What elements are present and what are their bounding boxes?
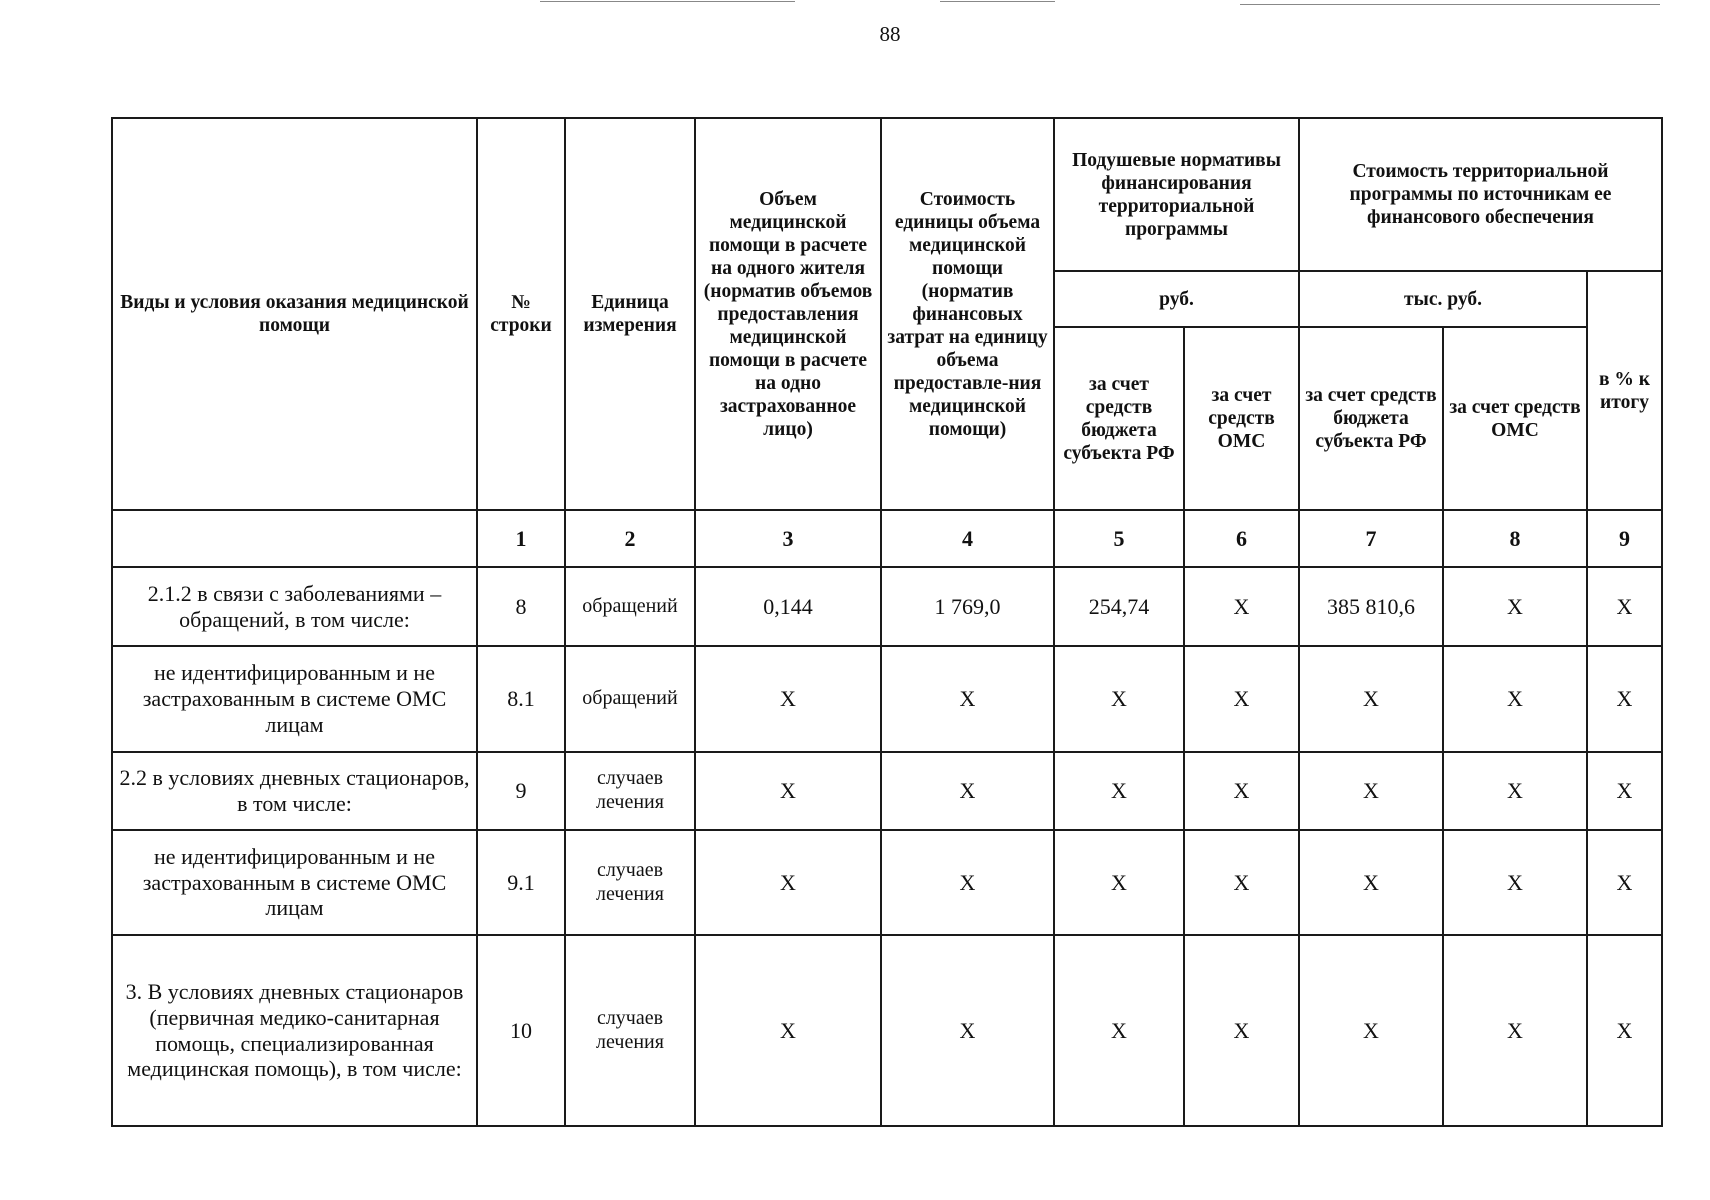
row-cost: X bbox=[881, 646, 1054, 752]
row-volume: X bbox=[695, 646, 881, 752]
row-unit: случаев лечения bbox=[565, 935, 695, 1126]
scan-artifact-line bbox=[1240, 4, 1660, 5]
row-oms-rub: X bbox=[1184, 752, 1299, 830]
row-oms-rub: X bbox=[1184, 646, 1299, 752]
header-row-no: № строки bbox=[477, 118, 565, 510]
column-number: 9 bbox=[1587, 510, 1662, 567]
table-row bbox=[112, 646, 1662, 752]
row-cost: X bbox=[881, 935, 1054, 1126]
financing-table bbox=[111, 117, 1663, 1127]
row-volume: X bbox=[695, 830, 881, 935]
row-unit: случаев лечения bbox=[565, 752, 695, 830]
row-percent: X bbox=[1587, 752, 1662, 830]
row-number: 10 bbox=[477, 935, 565, 1126]
row-volume: X bbox=[695, 752, 881, 830]
column-number: 1 bbox=[477, 510, 565, 567]
row-description: не идентифицированным и не застрахованным в системе ОМС лицам bbox=[112, 646, 477, 752]
row-description: 2.1.2 в связи с заболеваниями – обращений, в том числе: bbox=[112, 567, 477, 646]
row-cost: X bbox=[881, 752, 1054, 830]
page-number: 88 bbox=[879, 22, 901, 46]
row-budget-rub: 254,74 bbox=[1054, 567, 1184, 646]
row-description: 2.2 в условиях дневных стационаров, в том числе: bbox=[112, 752, 477, 830]
row-number: 8 bbox=[477, 567, 565, 646]
row-cost: X bbox=[881, 830, 1054, 935]
row-volume: 0,144 bbox=[695, 567, 881, 646]
scan-artifact-line bbox=[540, 1, 795, 2]
row-unit: обращений bbox=[565, 567, 695, 646]
header-territorial-cost: Стоимость территориальной программы по источникам ее финансового обеспечения bbox=[1299, 118, 1662, 271]
row-budget-rub: X bbox=[1054, 830, 1184, 935]
row-budget-thousand: X bbox=[1299, 935, 1443, 1126]
table-row bbox=[112, 830, 1662, 935]
row-budget-thousand: X bbox=[1299, 752, 1443, 830]
row-budget-rub: X bbox=[1054, 646, 1184, 752]
row-number: 9 bbox=[477, 752, 565, 830]
header-budget-rub: за счет средств бюджета субъекта РФ bbox=[1054, 327, 1184, 510]
header-percent: в % к итогу bbox=[1587, 271, 1662, 510]
row-oms-rub: X bbox=[1184, 935, 1299, 1126]
header-cost: Стоимость единицы объема медицинской помощи (норматив финансовых затрат на единицу объема предоставле-ния медицинской помощи) bbox=[881, 118, 1054, 510]
row-budget-rub: X bbox=[1054, 935, 1184, 1126]
header-volume: Объем медицинской помощи в расчете на одного жителя (норматив объемов предоставления медицинской помощи в расчете на одно застрахованное лицо) bbox=[695, 118, 881, 510]
column-numbers-row bbox=[112, 510, 1662, 567]
column-number: 8 bbox=[1443, 510, 1587, 567]
column-number bbox=[112, 510, 477, 567]
header-thousand-rub: тыс. руб. bbox=[1299, 271, 1587, 327]
header-oms-rub: за счет средств ОМС bbox=[1184, 327, 1299, 510]
row-budget-thousand: X bbox=[1299, 646, 1443, 752]
header-row-1 bbox=[112, 118, 1662, 271]
header-oms-thousand: за счет средств ОМС bbox=[1443, 327, 1587, 510]
column-number: 2 bbox=[565, 510, 695, 567]
column-number: 6 bbox=[1184, 510, 1299, 567]
row-budget-rub: X bbox=[1054, 752, 1184, 830]
row-percent: X bbox=[1587, 646, 1662, 752]
header-types: Виды и условия оказания медицинской помощи bbox=[112, 118, 477, 510]
row-oms-thousand: X bbox=[1443, 567, 1587, 646]
row-oms-rub: X bbox=[1184, 567, 1299, 646]
row-budget-thousand: 385 810,6 bbox=[1299, 567, 1443, 646]
row-budget-thousand: X bbox=[1299, 830, 1443, 935]
table-row bbox=[112, 567, 1662, 646]
row-percent: X bbox=[1587, 567, 1662, 646]
row-unit: обращений bbox=[565, 646, 695, 752]
row-percent: X bbox=[1587, 830, 1662, 935]
header-budget-thousand: за счет средств бюджета субъекта РФ bbox=[1299, 327, 1443, 510]
row-percent: X bbox=[1587, 935, 1662, 1126]
row-cost: 1 769,0 bbox=[881, 567, 1054, 646]
row-oms-thousand: X bbox=[1443, 830, 1587, 935]
column-number: 7 bbox=[1299, 510, 1443, 567]
row-description: не идентифицированным и не застрахованным в системе ОМС лицам bbox=[112, 830, 477, 935]
scan-artifact-line bbox=[940, 1, 1055, 2]
row-oms-thousand: X bbox=[1443, 935, 1587, 1126]
row-number: 9.1 bbox=[477, 830, 565, 935]
table-row bbox=[112, 935, 1662, 1126]
row-volume: X bbox=[695, 935, 881, 1126]
row-description: 3. В условиях дневных стационаров (первичная медико-санитарная помощь, специализированная медицинская помощь), в том числе: bbox=[112, 935, 477, 1126]
header-per-capita: Подушевые нормативы финансирования территориальной программы bbox=[1054, 118, 1299, 271]
column-number: 4 bbox=[881, 510, 1054, 567]
row-oms-thousand: X bbox=[1443, 752, 1587, 830]
row-oms-thousand: X bbox=[1443, 646, 1587, 752]
header-rub: руб. bbox=[1054, 271, 1299, 327]
header-unit: Единица измерения bbox=[565, 118, 695, 510]
table-row bbox=[112, 752, 1662, 830]
column-number: 3 bbox=[695, 510, 881, 567]
row-oms-rub: X bbox=[1184, 830, 1299, 935]
row-number: 8.1 bbox=[477, 646, 565, 752]
column-number: 5 bbox=[1054, 510, 1184, 567]
row-unit: случаев лечения bbox=[565, 830, 695, 935]
